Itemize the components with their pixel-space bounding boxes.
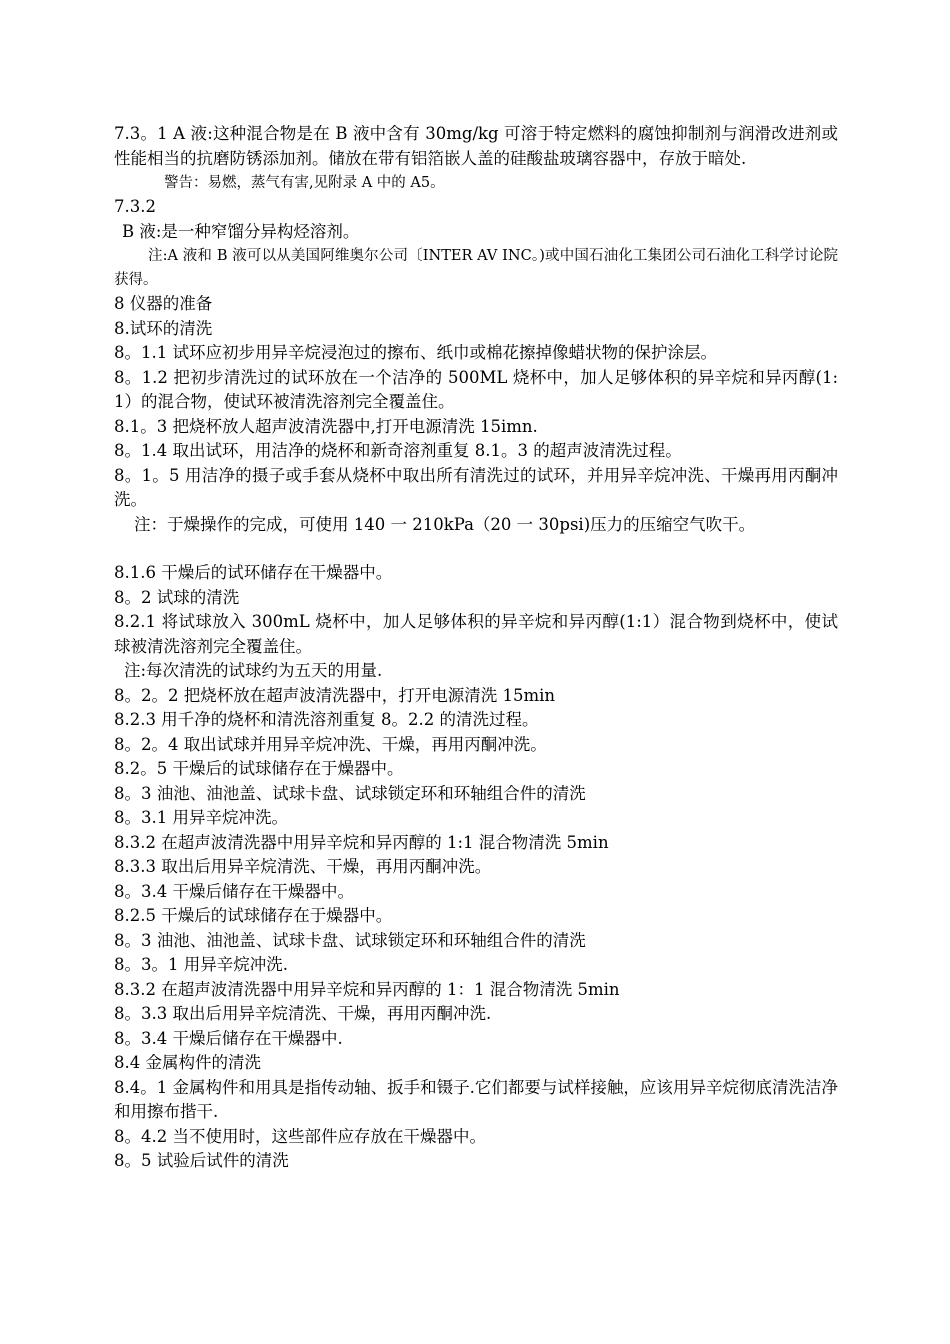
paragraph-8-3-3-repeat: 8。3.3 取出后用异辛烷清洗、干燥，再用丙酮冲洗. [114, 1004, 492, 1023]
heading-8-1: 8.试环的清洗 [114, 318, 213, 338]
note-drying: 注：于燥操作的完成，可使用 140 一 210kPa（20 一 30psi)压力的压缩空气吹干。 [134, 514, 756, 534]
note-supplier: 注:A 液和 B 液可以从美国阿维奥尔公司〔INTER AV INC。)或中国石油化工集团公司石油化工科学讨论院获得。 [114, 248, 838, 288]
paragraph-8-3-1: 8。3.1 用异辛烷冲洗。 [114, 808, 288, 827]
paragraph-8-3-2: 8.3.2 在超声波清洗器中用异辛烷和异丙醇的 1:1 混合物清洗 5min [114, 832, 609, 852]
paragraph-7-3-2: B 液:是一种窄馏分异构烃溶剂。 [122, 221, 360, 241]
paragraph-8-2-2: 8。2。2 把烧杯放在超声波清洗器中，打开电源清洗 15min [114, 685, 556, 705]
paragraph-8-4-1: 8.4。1 金属构件和用具是指传动轴、扳手和镊子.它们都要与试样接触，应该用异辛烷彻底清洗洁净和用擦布揩干. [114, 1077, 838, 1121]
heading-8-3-repeat: 8。3 油池、油池盖、试球卡盘、试球锁定环和环轴组合件的清洗 [114, 930, 586, 950]
paragraph-8-1-5: 8。1。5 用洁净的摄子或手套从烧杯中取出所有清洗过的试环，并用异辛烷冲洗、干燥再用丙酮冲洗。 [114, 465, 838, 509]
heading-8: 8 仪器的准备 [114, 294, 213, 313]
paragraph-8-3-1-repeat: 8。3。1 用异辛烷冲洗. [114, 955, 288, 974]
paragraph-7-3-1: 7.3。1 A 液:这种混合物是在 B 液中含有 30mg/kg 可溶于特定燃料的腐蚀抑制剂与润滑改进剂或性能相当的抗磨防锈添加剂。储放在带有铝箔嵌人盖的硅酸盐玻璃容器中，存放于暗处. [114, 124, 838, 168]
note-ball-usage: 注:每次清洗的试球约为五天的用量. [124, 661, 383, 680]
heading-8-2: 8。2 试球的清洗 [114, 587, 240, 607]
paragraph-8-3-3: 8.3.3 取出后用异辛烷清洗、干燥，再用丙酮冲洗。 [114, 857, 492, 876]
paragraph-8-2-5: 8.2。5 干燥后的试球储存在于燥器中。 [114, 759, 404, 778]
document-body [114, 122, 838, 1174]
section-7-3-2-number: 7.3.2 [114, 197, 156, 216]
paragraph-8-3-4-repeat: 8。3.4 干燥后储存在干燥器中. [114, 1028, 343, 1048]
paragraph-8-3-4: 8。3.4 干燥后储存在干燥器中。 [114, 881, 354, 901]
paragraph-8-1-3: 8.1。3 把烧杯放人超声波清洗器中,打开电源清洗 15imn. [114, 416, 538, 436]
paragraph-8-2-4: 8。2。4 取出试球并用异辛烷冲洗、干燥，再用丙酮冲洗。 [114, 734, 547, 754]
paragraph-8-1-2: 8。1.2 把初步清洗过的试环放在一个洁净的 500ML 烧杯中，加人足够体积的异辛烷和异丙醇(1:1）的混合物，使试环被清洗溶剂完全覆盖住。 [114, 367, 838, 411]
paragraph-8-2-1: 8.2.1 将试球放入 300mL 烧杯中，加人足够体积的异辛烷和异丙醇(1:1）混合物到烧杯中，使试球被清洗溶剂完全覆盖住。 [114, 612, 838, 656]
paragraph-8-1-4: 8。1.4 取出试环，用洁净的烧杯和新奇溶剂重复 8.1。3 的超声波清洗过程。 [114, 441, 682, 460]
warning-note: 警告：易燃，蒸气有害,见附录 A 中的 A5。 [164, 175, 445, 191]
heading-8-4: 8.4 金属构件的清洗 [114, 1053, 261, 1072]
paragraph-8-2-5-repeat: 8.2.5 干燥后的试球储存在于燥器中。 [114, 906, 393, 925]
paragraph-8-1-6: 8.1.6 干燥后的试环储存在干燥器中。 [114, 563, 393, 582]
paragraph-8-4-2: 8。4.2 当不使用时，这些部件应存放在干燥器中。 [114, 1126, 486, 1146]
paragraph-8-3-2-repeat: 8.3.2 在超声波清洗器中用异辛烷和异丙醇的 1：1 混合物清洗 5min [114, 979, 620, 999]
heading-8-3: 8。3 油池、油池盖、试球卡盘、试球锁定环和环轴组合件的清洗 [114, 783, 586, 803]
paragraph-8-1-1: 8。1.1 试环应初步用异辛烷浸泡过的擦布、纸巾或棉花擦掉像蜡状物的保护涂层。 [114, 343, 717, 362]
blank-line [114, 537, 838, 561]
paragraph-8-2-3: 8.2.3 用千净的烧杯和清洗溶剂重复 8。2.2 的清洗过程。 [114, 710, 539, 729]
heading-8-5: 8。5 试验后试件的清洗 [114, 1151, 289, 1170]
